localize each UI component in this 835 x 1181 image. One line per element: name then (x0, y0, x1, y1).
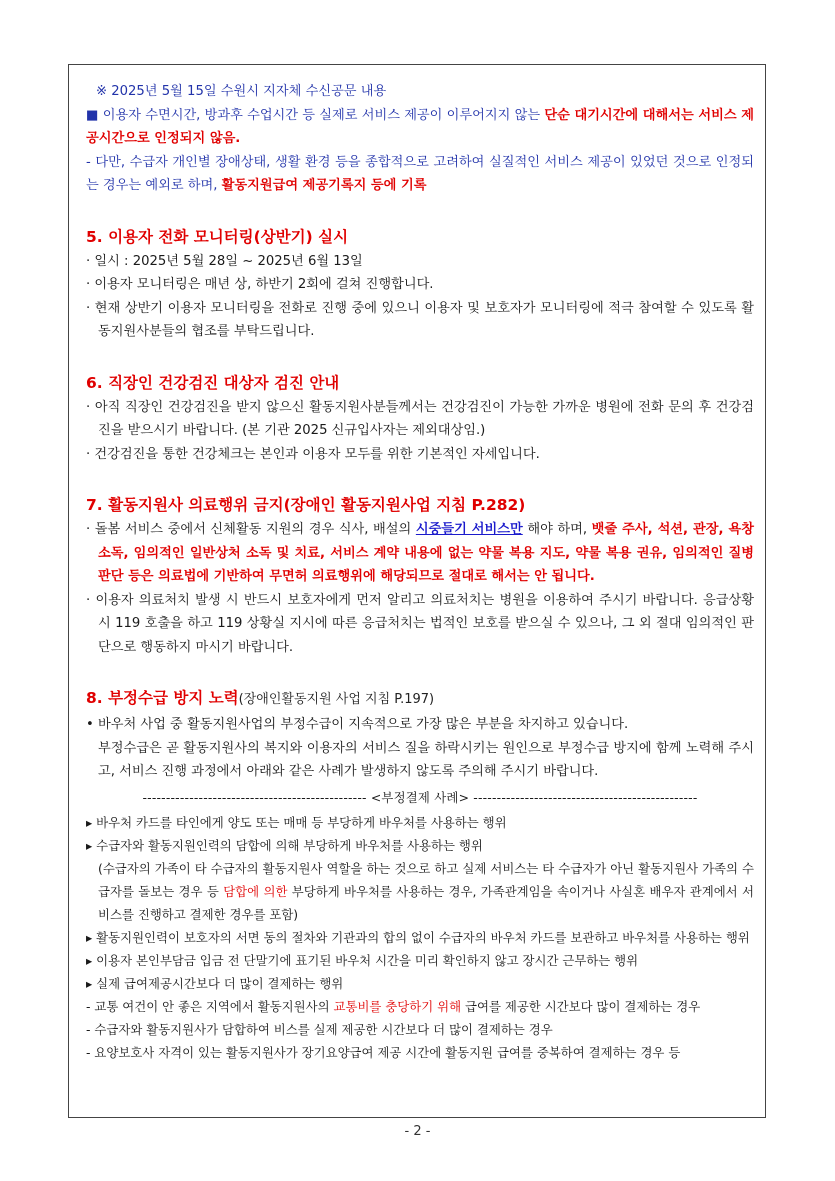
section-5-item: · 일시 : 2025년 5월 28일 ~ 2025년 6월 13일 (86, 253, 363, 269)
case-detail: - 수급자와 활동지원사가 담합하여 비스를 실제 제공한 시간보다 더 많이 결제하는 경우 (86, 1022, 553, 1037)
case-item: ▸ 수급자와 활동지원인력의 담합에 의해 부당하게 바우처를 사용하는 행위 (86, 838, 483, 853)
case-detail: - 요양보호사 자격이 있는 활동지원사가 장기요양급여 제공 시간에 활동지원 급여를 중복하여 결제하는 경우 등 (86, 1045, 681, 1060)
case-detail (86, 995, 754, 1018)
section-5-item: · 이용자 모니터링은 매년 상, 하반기 2회에 걸쳐 진행합니다. (86, 277, 434, 292)
section-7-text: · 돌봄 서비스 중에서 신체활동 지원의 경우 식사, 배설의 (86, 522, 416, 537)
case-note-text: (수급자의 가족이 타 수급자의 활동지원사 역할을 하는 것으로 하고 실제 서비스는 타 수급자가 아닌 활동지원사 가족의 수급자를 돌보는 경우 등 (98, 861, 754, 899)
section-8-intro-2: 부정수급은 곧 활동지원사의 복지와 이용자의 서비스 질을 하락시키는 원인으로 부정수급 방지에 함께 노력해 주시고, 서비스 진행 과정에서 아래와 같은 사례가 발생하지 않도록 주의해 주시기 바랍니다. (98, 740, 754, 779)
section-8-intro-1: • 바우처 사업 중 활동지원사업의 부정수급이 지속적으로 가장 많은 부분을 차지하고 있습니다. (86, 717, 629, 732)
case-note-text: 부당하게 바우처를 사용하는 경우, 가족관계임을 속이거나 사실혼 배우자 관계에서 서비스를 진행하고 결제한 경우를 포함) (98, 884, 754, 922)
section-5-title: 5. 이용자 전화 모니터링(상반기) 실시 (86, 227, 349, 246)
section-7-item-1 (86, 518, 754, 589)
case-item: ▸ 바우처 카드를 타인에게 양도 또는 매매 등 부당하게 바우처를 사용하는 행위 (86, 815, 507, 830)
case-item: ▸ 실제 급여제공시간보다 더 많이 결제하는 행위 (86, 976, 344, 991)
case-detail-text: - 교통 여건이 안 좋은 지역에서 활동지원사의 (86, 999, 334, 1014)
case-note (86, 857, 754, 926)
section-7-highlight: 뱃줄 주사, 석션, 관장, 욕창 소독, 임의적인 일반상처 소독 및 치료, 서비스 계약 내용에 없는 약물 복용 지도, 약물 복용 권유, 임의적인 질병 판단 등은 의료법에 기반하여 무면허 의료행위에 해당되므로 절대로 해서는 안 됩니다. (98, 522, 754, 584)
section-6-title: 6. 직장인 건강검진 대상자 검진 안내 (86, 373, 340, 392)
page-number: - 2 - (404, 1124, 431, 1139)
notice-header: ※ 2025년 5월 15일 수원시 지자체 수신공문 내용 (96, 84, 387, 99)
notice-paragraph-1 (86, 104, 754, 151)
section-8-title-main: 8. 부정수급 방지 노력 (86, 689, 239, 707)
notice-p2-text: - 다만, 수급자 개인별 장애상태, 생활 환경 등을 종합적으로 고려하여 실질적인 서비스 제공이 있었던 것으로 인정되는 경우는 예외로 하며, (86, 154, 754, 193)
section-8-title (86, 685, 754, 713)
case-item: ▸ 활동지원인력이 보호자의 서면 동의 절차와 기관과의 합의 없이 수급자의 바우처 카드를 보관하고 바우처를 사용하는 행위 (86, 930, 750, 945)
section-7-item-2: · 이용자 의료처치 발생 시 반드시 보호자에게 먼저 알리고 의료처치는 병원을 이용하여 주시기 바랍니다. 응급상황 시 119 호출을 하고 119 상황실 지시에 따른 응급처치는 법적인 보호를 받으실 수 있으나, 그 외 절대 임의적인 판단으로 행동하지 마시기 바랍니다. (86, 592, 754, 655)
case-detail-text: 급여를 제공한 시간보다 많이 결제하는 경우 (461, 999, 701, 1014)
section-7-text: 해야 하며, (522, 522, 592, 537)
section-7-underlined: 시중들기 서비스만 (415, 522, 523, 537)
case-item: ▸ 이용자 본인부담금 입금 전 단말기에 표기된 바우처 시간을 미리 확인하지 않고 장시간 근무하는 행위 (86, 953, 639, 968)
notice-p2-highlight: 활동지원급여 제공기록지 등에 기록 (221, 178, 427, 193)
section-6-item: · 아직 직장인 건강검진을 받지 않으신 활동지원사분들께서는 건강검진이 가능한 가까운 병원에 전화 문의 후 건강검진을 받으시기 바랍니다. (본 기관 2025 신규입사자는 제외대상임.) (86, 399, 754, 438)
case-note-highlight: 담합에 의한 (223, 884, 288, 899)
section-7-title: 7. 활동지원사 의료행위 금지(장애인 활동지원사업 지침 P.282) (86, 496, 526, 514)
document-body (86, 80, 754, 1064)
section-5-item: · 현재 상반기 이용자 모니터링을 전화로 진행 중에 있으니 이용자 및 보호자가 모니터링에 적극 참여할 수 있도록 활동지원사분들의 협조를 부탁드립니다. (86, 300, 754, 339)
notice-p1-highlight: 단순 대기시간에 대해서는 서비스 제공시간으로 인정되지 않음. (86, 107, 754, 146)
cases-separator: ------------------------------------------------ <부정결제 사례> ------------------------------------------------ (142, 789, 698, 805)
notice-p1-text: ■ 이용자 수면시간, 방과후 수업시간 등 실제로 서비스 제공이 이루어지지 않는 (86, 107, 545, 123)
notice-paragraph-2 (86, 151, 754, 198)
section-8-title-sub: (장애인활동지원 사업 지침 P.197) (238, 692, 435, 707)
case-detail-highlight: 교통비를 충당하기 위해 (333, 999, 462, 1014)
section-6-item: · 건강검진을 통한 건강체크는 본인과 이용자 모두를 위한 기본적인 자세입니다. (86, 446, 540, 462)
